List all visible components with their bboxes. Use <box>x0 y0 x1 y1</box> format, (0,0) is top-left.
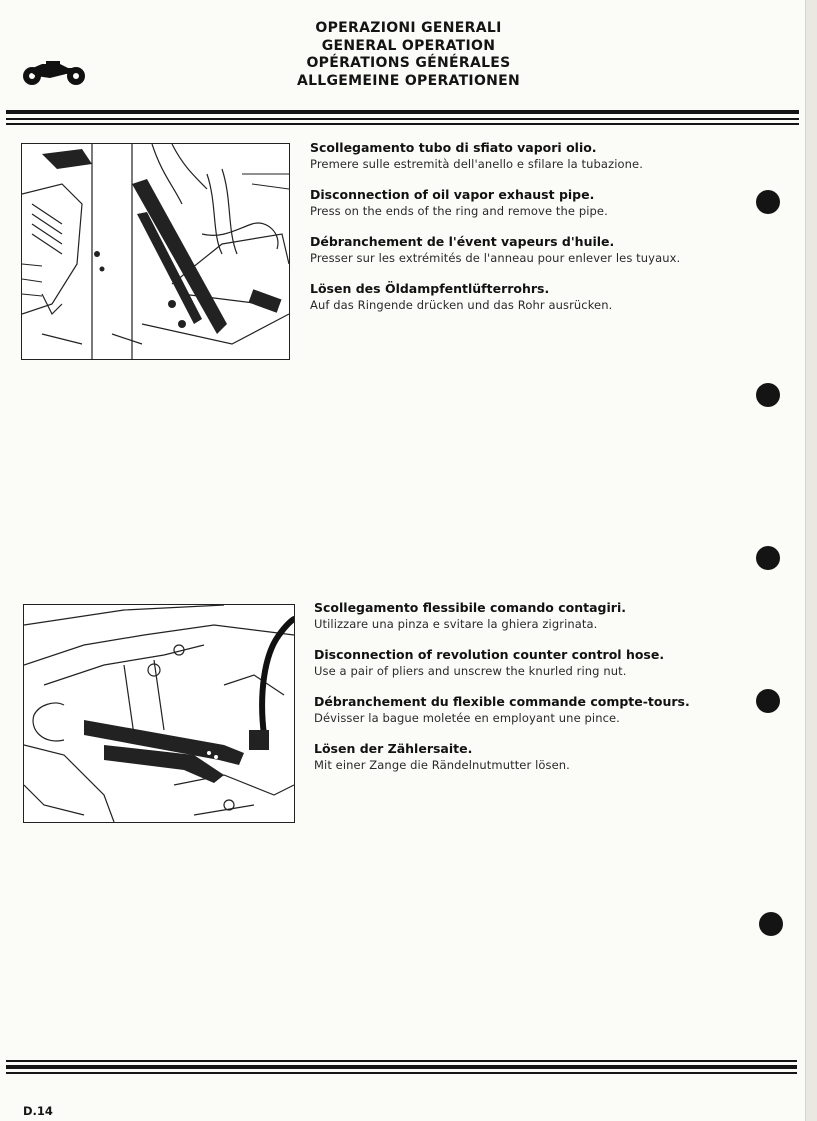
paragraph-title: Débranchement de l'évent vapeurs d'huile. <box>310 234 615 249</box>
paragraph-title: Scollegamento flessibile comando contagiri. <box>314 600 626 615</box>
binder-hole <box>756 546 780 570</box>
paragraph-body: Utilizzare una pinza e svitare la ghiera zigrinata. <box>314 617 598 631</box>
paragraph-it <box>310 139 780 172</box>
paragraph-de <box>314 740 784 773</box>
paragraph-title: Disconnection of revolution counter control hose. <box>314 647 665 662</box>
paragraph-en <box>310 186 780 219</box>
header-title-en: GENERAL OPERATION <box>321 37 496 54</box>
paragraph-body: Dévisser la bague moletée en employant une pince. <box>314 711 620 725</box>
paragraph-de <box>310 280 780 313</box>
paragraph-body: Mit einer Zange die Rändelnutmutter lösen. <box>314 758 570 772</box>
paragraph-body: Auf das Ringende drücken und das Rohr ausrücken. <box>310 298 613 312</box>
paragraph-title: Disconnection of oil vapor exhaust pipe. <box>310 187 595 202</box>
bottom-rule-thin-2 <box>6 1072 797 1074</box>
paragraph-fr <box>314 693 784 726</box>
page-number: D.14 <box>23 1104 53 1118</box>
paragraph-title: Lösen der Zählersaite. <box>314 741 473 756</box>
binder-hole <box>756 190 780 214</box>
top-rule-thick <box>6 110 799 114</box>
bottom-rule-thin <box>6 1060 797 1062</box>
paragraph-body: Presser sur les extrémités de l'anneau pour enlever les tuyaux. <box>310 251 681 265</box>
bottom-rule-thick <box>6 1065 797 1069</box>
section-1-text <box>310 139 780 327</box>
paragraph-fr <box>310 233 780 266</box>
section-2-text <box>314 599 784 787</box>
oil-vapor-pipe-illustration <box>21 143 290 360</box>
binder-hole <box>756 689 780 713</box>
paragraph-title: Scollegamento tubo di sfiato vapori olio. <box>310 140 597 155</box>
paragraph-body: Use a pair of pliers and unscrew the knurled ring nut. <box>314 664 627 678</box>
page-header <box>0 20 817 90</box>
page-edge <box>805 0 817 1121</box>
paragraph-en <box>314 646 784 679</box>
binder-hole <box>759 912 783 936</box>
counter-hose-illustration <box>23 604 295 823</box>
paragraph-it <box>314 599 784 632</box>
header-title-de: ALLGEMEINE OPERATIONEN <box>296 72 521 89</box>
header-title-fr: OPÉRATIONS GÉNÉRALES <box>306 55 511 71</box>
binder-hole <box>756 383 780 407</box>
paragraph-title: Débranchement du flexible commande compte-tours. <box>314 694 690 709</box>
paragraph-body: Press on the ends of the ring and remove the pipe. <box>310 204 608 218</box>
paragraph-body: Premere sulle estremità dell'anello e sfilare la tubazione. <box>310 157 643 171</box>
top-rule-thin-2 <box>6 123 799 125</box>
paragraph-title: Lösen des Öldampfentlüfterrohrs. <box>310 281 550 296</box>
top-rule-thin <box>6 118 799 120</box>
header-title-it: OPERAZIONI GENERALI <box>315 20 502 36</box>
